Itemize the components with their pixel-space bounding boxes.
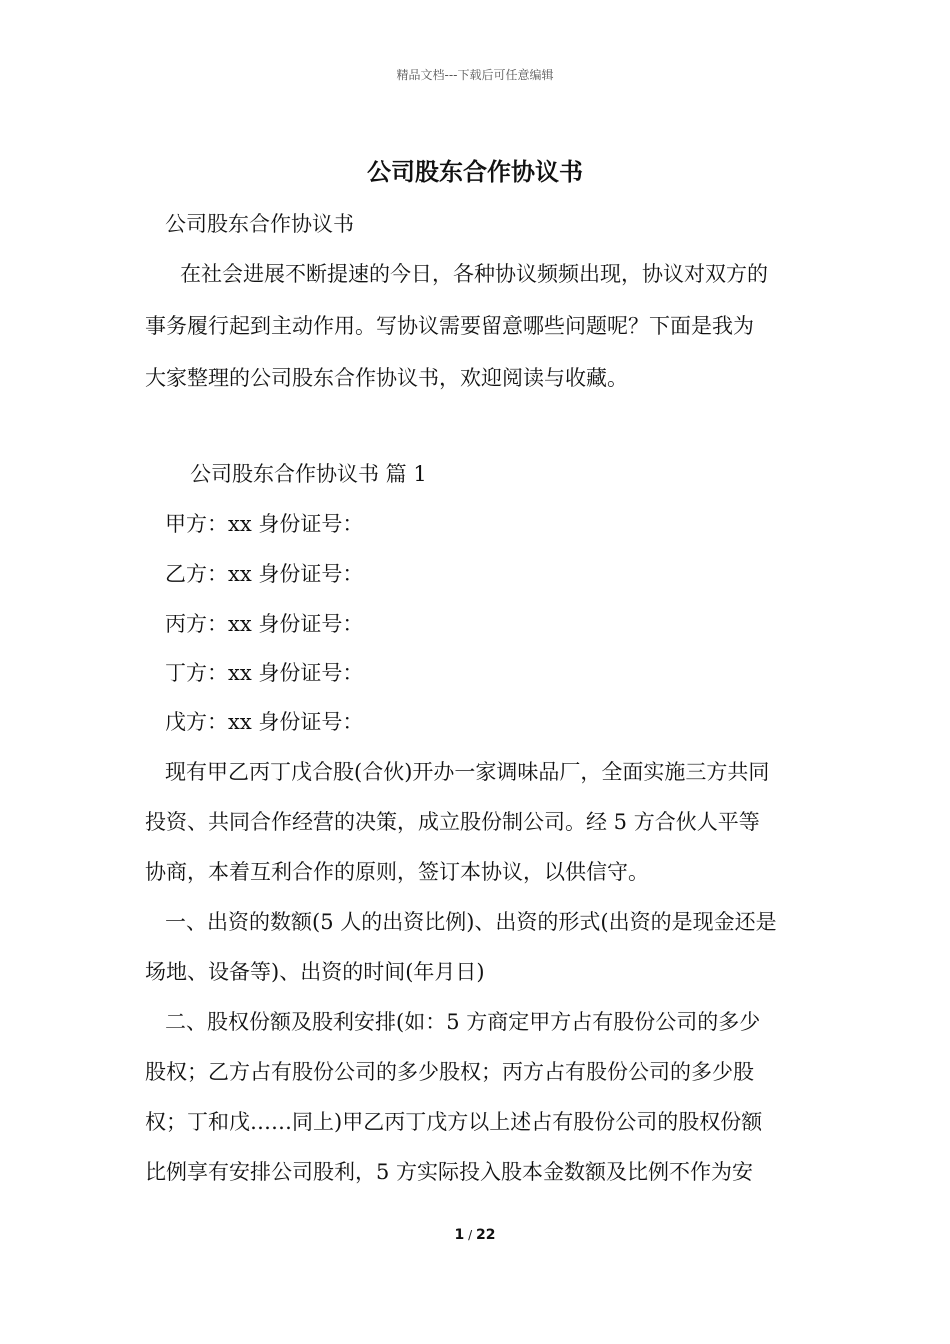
clause-line: 二、股权份额及股利安排(如：5 方商定甲方占有股份公司的多少 <box>165 1010 761 1034</box>
intro-line: 事务履行起到主动作用。写协议需要留意哪些问题呢？下面是我为 <box>145 314 754 338</box>
clause-line: 权；丁和戊……同上)甲乙丙丁戊方以上述占有股份公司的股权份额 <box>145 1110 763 1134</box>
page-total: 22 <box>475 1227 496 1243</box>
paragraph-line: 投资、共同合作经营的决策，成立股份制公司。经 5 方合伙人平等 <box>145 810 760 834</box>
paragraph-line: 现有甲乙丙丁戊合股(合伙)开办一家调味品厂，全面实施三方共同 <box>165 760 770 784</box>
page-current: 1 <box>454 1227 465 1243</box>
party-line: 戊方：xx 身份证号： <box>165 710 364 734</box>
clause-line: 一、出资的数额(5 人的出资比例)、出资的形式(出资的是现金还是 <box>165 910 777 934</box>
clause-line: 比例享有安排公司股利，5 方实际投入股本金数额及比例不作为安 <box>145 1160 754 1184</box>
party-line: 乙方：xx 身份证号： <box>165 562 364 586</box>
intro-line: 大家整理的公司股东合作协议书，欢迎阅读与收藏。 <box>145 366 628 390</box>
section-heading: 公司股东合作协议书 篇 1 <box>190 462 427 486</box>
page-header: 精品文档---下载后可任意编辑 <box>396 68 554 82</box>
party-line: 丁方：xx 身份证号： <box>165 661 364 685</box>
document-title: 公司股东合作协议书 <box>367 158 583 186</box>
document-subtitle: 公司股东合作协议书 <box>165 212 354 236</box>
party-line: 甲方：xx 身份证号： <box>165 512 364 536</box>
paragraph-line: 协商，本着互利合作的原则，签订本协议，以供信守。 <box>145 860 649 884</box>
page-separator: / <box>464 1228 476 1242</box>
clause-line: 场地、设备等)、出资的时间(年月日) <box>145 960 485 984</box>
intro-line: 在社会进展不断提速的今日，各种协议频频出现，协议对双方的 <box>180 262 768 286</box>
clause-line: 股权；乙方占有股份公司的多少股权；丙方占有股份公司的多少股 <box>145 1060 754 1084</box>
page-number <box>0 1227 950 1243</box>
party-line: 丙方：xx 身份证号： <box>165 612 364 636</box>
